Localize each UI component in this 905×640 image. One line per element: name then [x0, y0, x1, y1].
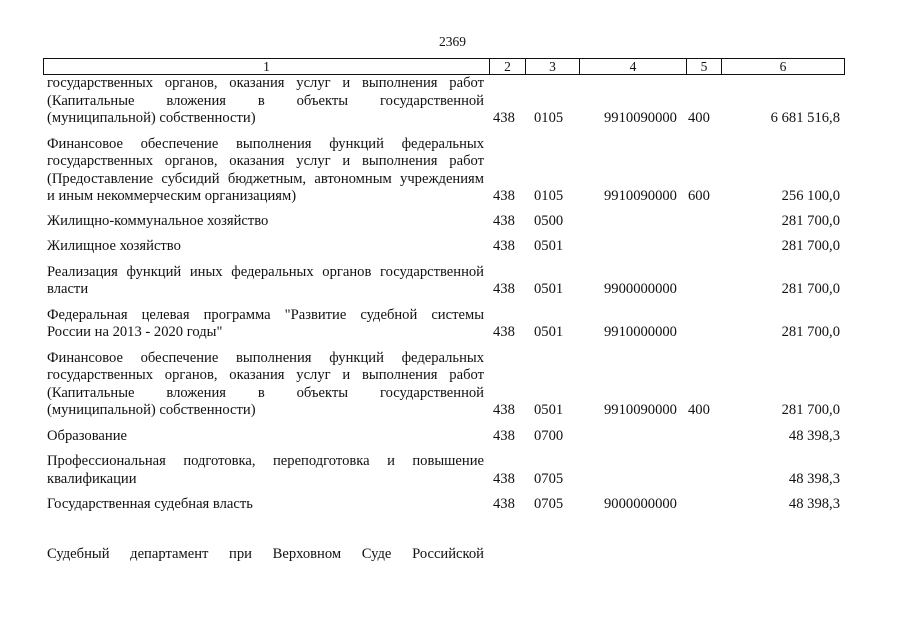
- table-row: [47, 75, 845, 128]
- row-section-code: 0105: [534, 110, 564, 126]
- row-name-line: Федеральная целевая программа "Развитие судебной системы: [47, 306, 484, 323]
- row-name: [47, 307, 484, 342]
- column-header-3: 3: [526, 59, 580, 74]
- budget-table-body: [47, 75, 845, 514]
- row-name-line: (Капитальные вложения в объекты государственной: [47, 384, 484, 401]
- row-expense-type: 400: [688, 402, 710, 418]
- row-section-code: 0705: [534, 496, 564, 512]
- row-name: [47, 213, 484, 231]
- row-name-line: Государственная судебная власть: [47, 496, 253, 512]
- column-header-6: 6: [779, 59, 787, 74]
- row-admin-code: 438: [493, 427, 515, 444]
- row-amount: 48 398,3: [788, 470, 840, 487]
- row-target-code: 9910000000: [604, 324, 677, 340]
- table-row: [47, 496, 845, 514]
- row-name-line: Реализация функций иных федеральных органов государственной: [47, 263, 484, 280]
- row-admin-code: 438: [493, 238, 515, 254]
- row-section-code: 0501: [534, 238, 564, 254]
- column-header-2: 2: [490, 59, 526, 74]
- row-amount: 48 398,3: [788, 496, 840, 512]
- row-name-line: власти: [47, 281, 89, 297]
- row-expense-type: 400: [688, 110, 710, 126]
- row-name-line: государственных органов, оказания услуг и выполнения работ: [47, 367, 484, 383]
- row-amount: 6 681 516,8: [770, 110, 840, 126]
- row-name-line: и иным некоммерческим организациям): [47, 188, 297, 204]
- column-header-row: [43, 58, 845, 75]
- table-row: [47, 453, 845, 488]
- page-number: 2369: [439, 34, 466, 49]
- row-target-code: 9000000000: [604, 496, 677, 512]
- table-row: [47, 238, 845, 256]
- row-admin-code: 438: [493, 470, 515, 487]
- row-name-line: Жилищно-коммунальное хозяйство: [47, 212, 269, 229]
- row-target-code: 9910090000: [604, 402, 677, 418]
- row-admin-code: 438: [493, 281, 515, 297]
- row-name-line: Жилищное хозяйство: [47, 238, 181, 254]
- row-name-line: (муниципальной) собственности): [47, 402, 256, 418]
- row-section-code: 0501: [534, 324, 564, 340]
- row-section-code: 0500: [534, 212, 564, 229]
- row-section-code: 0705: [534, 470, 564, 487]
- table-row: [47, 213, 845, 231]
- row-section-code: 0700: [534, 427, 564, 444]
- row-name-line: (Капитальные вложения в объекты государственной: [47, 92, 484, 109]
- row-name: [47, 496, 484, 514]
- row-expense-type: 600: [688, 188, 710, 204]
- row-amount: 281 700,0: [781, 212, 840, 229]
- row-admin-code: 438: [493, 188, 515, 204]
- row-name: [47, 453, 484, 488]
- row-target-code: 9910090000: [604, 188, 677, 204]
- row-name-line: государственных органов, оказания услуг и выполнения работ: [47, 75, 484, 91]
- row-name: [47, 350, 484, 420]
- row-target-code: 9900000000: [604, 281, 677, 297]
- row-amount: 281 700,0: [781, 238, 840, 254]
- row-name-line: квалификации: [47, 470, 137, 487]
- row-name-line: государственных органов, оказания услуг и выполнения работ: [47, 153, 484, 169]
- row-name-line: Финансовое обеспечение выполнения функций федеральных: [47, 135, 484, 152]
- row-name: [47, 428, 484, 446]
- column-header-5: 5: [687, 59, 722, 74]
- row-amount: 281 700,0: [781, 281, 840, 297]
- row-name-line: Образование: [47, 427, 127, 444]
- row-admin-code: 438: [493, 402, 515, 418]
- footer-text: Судебный департамент при Верховном Суде Российской: [47, 546, 484, 562]
- row-name-line: (муниципальной) собственности): [47, 110, 256, 126]
- table-row: [47, 307, 845, 342]
- row-section-code: 0501: [534, 402, 564, 418]
- row-section-code: 0105: [534, 188, 564, 204]
- row-name: [47, 264, 484, 299]
- table-row: [47, 350, 845, 420]
- row-name-line: Профессиональная подготовка, переподготовка и повышение: [47, 453, 484, 469]
- row-admin-code: 438: [493, 212, 515, 229]
- table-row: [47, 136, 845, 206]
- row-name: [47, 136, 484, 206]
- table-row: [47, 428, 845, 446]
- row-admin-code: 438: [493, 496, 515, 512]
- row-name: [47, 75, 484, 128]
- row-admin-code: 438: [493, 324, 515, 340]
- row-target-code: 9910090000: [604, 110, 677, 126]
- row-section-code: 0501: [534, 281, 564, 297]
- row-admin-code: 438: [493, 110, 515, 126]
- column-header-4: 4: [580, 59, 687, 74]
- row-name-line: России на 2013 - 2020 годы": [47, 324, 223, 340]
- column-header-1: 1: [44, 59, 490, 74]
- row-name: [47, 238, 484, 256]
- row-amount: 281 700,0: [781, 324, 840, 340]
- row-amount: 256 100,0: [781, 188, 840, 204]
- row-name-line: (Предоставление субсидий бюджетным, автономным учреждениям: [47, 170, 484, 187]
- row-amount: 281 700,0: [781, 402, 840, 418]
- row-amount: 48 398,3: [788, 427, 840, 444]
- row-name-line: Финансовое обеспечение выполнения функций федеральных: [47, 349, 484, 366]
- table-row: [47, 264, 845, 299]
